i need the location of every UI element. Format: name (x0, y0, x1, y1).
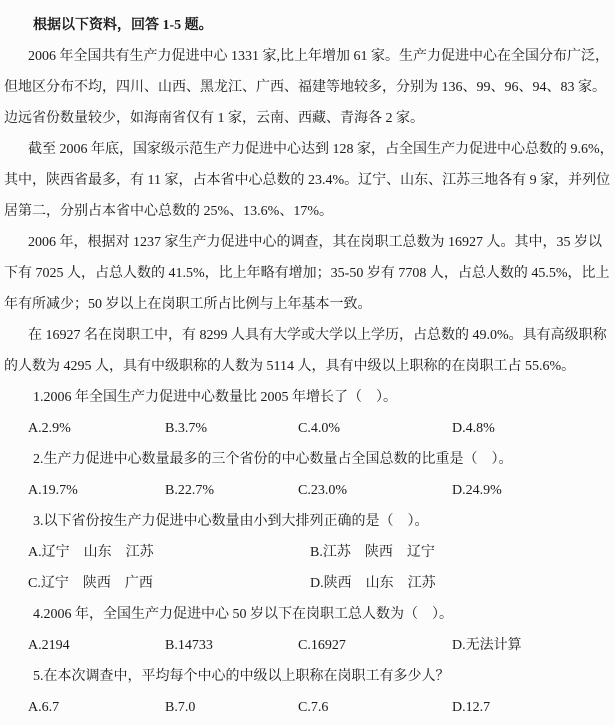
passage-paragraph-3 (4, 227, 611, 320)
question-3-stem: 3.以下省份按生产力促进中心数量由小到大排列正确的是（ ）。 (33, 514, 429, 529)
passage-line: 居第二，分别占本省中心总数的 25%、13.6%、17%。 (4, 204, 333, 219)
option-b: B.3.7% (165, 421, 207, 436)
option-c: C.辽宁 陕西 广西 (28, 576, 153, 591)
option-a: A.2.9% (28, 421, 71, 436)
passage-line: 下有 7025 人，占总人数的 41.5%，比上年略有增加；35-50 岁有 7708 人，占总人数的 45.5%，比上 (4, 266, 610, 281)
question-3-options-row-1 (4, 537, 611, 568)
option-d: D.无法计算 (452, 638, 522, 653)
passage-line: 2006 年全国共有生产力促进中心 1331 家,比上年增加 61 家。生产力促进中心在全国分布广泛， (28, 49, 609, 64)
passage-line: 但地区分布不均，四川、山西、黑龙江、广西、福建等地较多，分别为 136、99、96、94、83 家。 (4, 80, 606, 95)
question-1-options (4, 413, 611, 444)
question-3 (4, 506, 611, 599)
option-d: D.12.7 (452, 700, 491, 715)
option-d: D.4.8% (452, 421, 495, 436)
option-c: C.23.0% (298, 483, 347, 498)
option-a: A.2194 (28, 638, 70, 653)
option-b: B.江苏 陕西 辽宁 (310, 545, 435, 560)
question-4-stem: 4.2006 年，全国生产力促进中心 50 岁以下在岗职工总人数为（ ）。 (33, 607, 453, 622)
option-d: D.陕西 山东 江苏 (310, 576, 436, 591)
question-4-options (4, 630, 611, 661)
question-2 (4, 444, 611, 506)
option-a: A.19.7% (28, 483, 78, 498)
passage-paragraph-1 (4, 41, 611, 134)
option-b: B.7.0 (165, 700, 196, 715)
question-5 (4, 661, 611, 723)
question-3-options-row-2 (4, 568, 611, 599)
passage-line: 2006 年，根据对 1237 家生产力促进中心的调查，其在岗职工总数为 16927 人。其中，35 岁以 (28, 235, 602, 250)
passage-line: 年有所减少；50 岁以上在岗职工所占比例与上年基本一致。 (4, 297, 372, 312)
option-b: B.14733 (165, 638, 213, 653)
question-4 (4, 599, 611, 661)
passage-paragraph-4 (4, 320, 611, 382)
option-a: A.辽宁 山东 江苏 (28, 545, 154, 560)
option-c: C.4.0% (298, 421, 340, 436)
passage-line: 在 16927 名在岗职工中，有 8299 人具有大学或大学以上学历，占总数的 49.0%。具有高级职称 (28, 328, 607, 343)
passage-line: 截至 2006 年底，国家级示范生产力促进中心达到 128 家，占全国生产力促进中心总数的 9.6%， (28, 142, 614, 157)
question-1-stem: 1.2006 年全国生产力促进中心数量比 2005 年增长了（ ）。 (33, 390, 397, 405)
option-c: C.7.6 (298, 700, 329, 715)
option-c: C.16927 (298, 638, 346, 653)
question-5-stem: 5.在本次调查中，平均每个中心的中级以上职称在岗职工有多少人？ (33, 669, 450, 684)
option-d: D.24.9% (452, 483, 502, 498)
passage-paragraph-2 (4, 134, 614, 227)
passage-line: 边远省份数量较少，如海南省仅有 1 家，云南、西藏、青海各 2 家。 (4, 111, 424, 126)
page-title: 根据以下资料，回答 1-5 题。 (33, 18, 213, 33)
question-1 (4, 382, 611, 444)
passage-line: 其中，陕西省最多，有 11 家，占本省中心总数的 23.4%。辽宁、山东、江苏三地各有 9 家，并列位 (4, 173, 611, 188)
question-5-options (4, 692, 611, 723)
option-a: A.6.7 (28, 700, 60, 715)
question-2-options (4, 475, 611, 506)
option-b: B.22.7% (165, 483, 214, 498)
question-2-stem: 2.生产力促进中心数量最多的三个省份的中心数量占全国总数的比重是（ ）。 (33, 452, 513, 467)
passage-line: 的人数为 4295 人，具有中级职称的人数为 5114 人，具有中级以上职称的在岗职工占 55.6%。 (4, 359, 576, 374)
